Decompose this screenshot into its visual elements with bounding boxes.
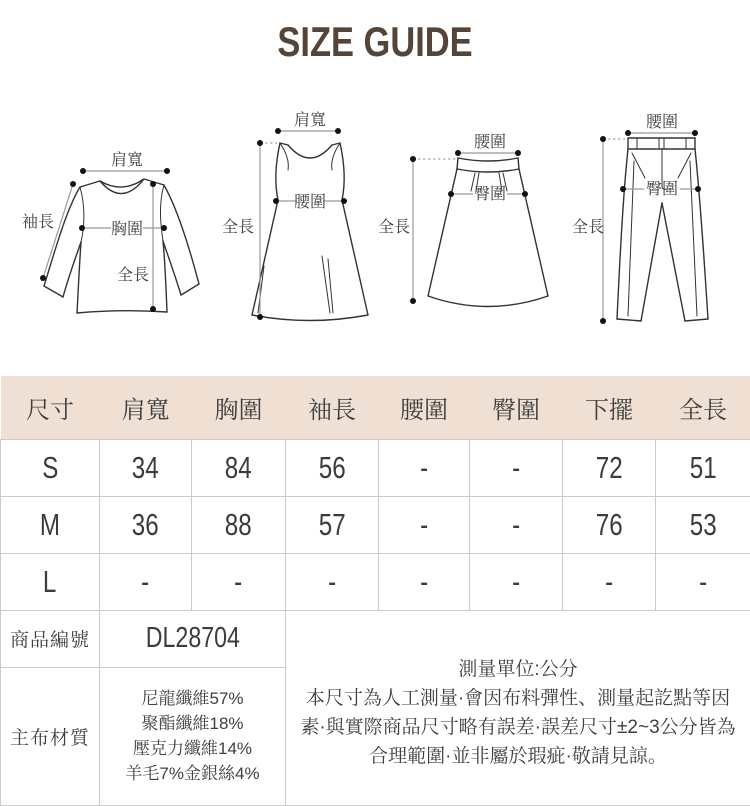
value-cell: 76: [563, 496, 656, 553]
value-cell: 51: [656, 439, 750, 496]
size-cell: M: [1, 496, 100, 553]
table-row-s: [1, 439, 750, 496]
col-header-waist: 腰圍: [379, 376, 470, 439]
value-cell: -: [563, 553, 656, 610]
garment-diagrams: [0, 86, 750, 356]
dress-measurements: [222, 111, 347, 320]
col-header-length: 全長: [656, 376, 750, 439]
material-value: [100, 667, 286, 805]
value-cell: -: [656, 553, 750, 610]
skirt-waist-label: 腰圍: [473, 134, 507, 151]
skirt-diagram: [377, 86, 565, 356]
pants-drawing: [617, 138, 708, 321]
skirt-length-label: 全長: [377, 219, 411, 236]
skirt-measurements: [378, 133, 528, 304]
value-cell: -: [379, 439, 470, 496]
dress-length-label: 全長: [221, 219, 255, 236]
size-table-header-row: [1, 376, 750, 439]
value-cell: 56: [286, 439, 379, 496]
size-table: [0, 376, 750, 806]
col-header-hem: 下擺: [563, 376, 656, 439]
dress-shoulder-label: 肩寬: [293, 112, 327, 129]
value-cell: 34: [100, 439, 192, 496]
top-length-label: 全長: [116, 267, 150, 284]
value-cell: -: [379, 496, 470, 553]
material-line: 羊毛7%金銀絲4%: [125, 764, 260, 783]
size-cell: L: [1, 553, 100, 610]
dress-drawing: [252, 143, 368, 321]
size-cell: S: [1, 439, 100, 496]
table-row-l: [1, 553, 750, 610]
pants-diagram: [565, 86, 750, 356]
material-line: 聚酯纖維18%: [141, 714, 244, 733]
product-code-value: DL28704: [100, 610, 286, 667]
top-sleeve-label: 袖長: [21, 214, 55, 231]
page-title-text: SIZE GUIDE: [277, 18, 473, 65]
longsleeve-top-measurements: [22, 151, 170, 312]
dress-diagram: [200, 86, 380, 356]
col-header-size: 尺寸: [1, 376, 100, 439]
col-header-sleeve: 袖長: [286, 376, 379, 439]
col-header-hip: 臀圍: [470, 376, 563, 439]
material-line: 壓克力纖維14%: [132, 739, 253, 758]
value-cell: -: [192, 553, 286, 610]
product-code-row: [1, 610, 750, 667]
value-cell: 72: [563, 439, 656, 496]
dress-waist-label: 腰圍: [293, 194, 327, 211]
pants-measurements: [572, 113, 701, 324]
value-cell: 53: [656, 496, 750, 553]
product-code-label: 商品編號: [1, 610, 100, 667]
value-cell: -: [100, 553, 192, 610]
value-cell: -: [379, 553, 470, 610]
top-chest-label: 胸圍: [110, 221, 144, 238]
table-row-m: [1, 496, 750, 553]
material-label: 主布材質: [1, 667, 100, 805]
page-title: [0, 0, 750, 70]
value-cell: -: [286, 553, 379, 610]
value-cell: -: [470, 496, 563, 553]
longsleeve-top-diagram: [0, 86, 200, 356]
pants-length-label: 全長: [571, 219, 605, 236]
measurement-unit: 測量單位:公分: [458, 658, 578, 680]
measurement-disclaimer: 本尺寸為人工測量·會因布料彈性、測量起訖點等因素·與實際商品尺寸略有誤差·誤差尺寸±2~3公分皆為合理範圍·並非屬於瑕疵·敬請見諒。: [300, 687, 736, 767]
value-cell: 84: [192, 439, 286, 496]
skirt-hip-label: 臀圍: [473, 186, 507, 203]
col-header-shoulder: 肩寬: [100, 376, 192, 439]
top-shoulder-label: 肩寬: [110, 152, 144, 169]
value-cell: -: [470, 439, 563, 496]
pants-hip-label: 臀圍: [645, 181, 679, 198]
value-cell: 36: [100, 496, 192, 553]
measurement-notes: [286, 610, 750, 805]
skirt-drawing: [428, 158, 548, 307]
material-line: 尼龍纖維57%: [141, 689, 244, 708]
col-header-chest: 胸圍: [192, 376, 286, 439]
value-cell: -: [470, 553, 563, 610]
longsleeve-top-drawing: [44, 179, 199, 313]
value-cell: 88: [192, 496, 286, 553]
value-cell: 57: [286, 496, 379, 553]
pants-waist-label: 腰圍: [645, 114, 679, 131]
